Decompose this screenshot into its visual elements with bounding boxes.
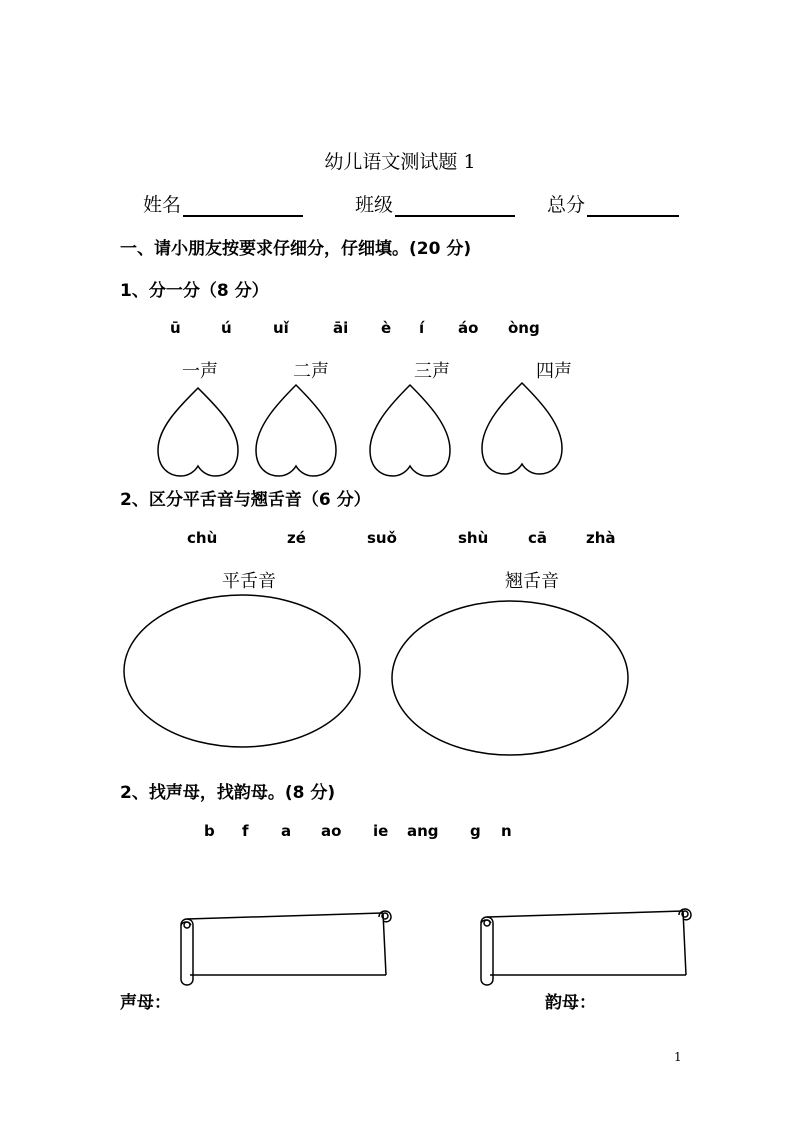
class-field [355,190,515,217]
class-blank[interactable] [395,197,515,217]
oval-shape-2 [388,598,632,758]
tone-label-4: 四声 [536,361,572,382]
heart-shape-2 [253,382,339,478]
heart-shape-4 [479,380,565,476]
page-number: 1 [674,1050,682,1064]
syllable: òng [508,319,540,337]
tone-label-1: 一声 [182,361,218,382]
syllable: suǒ [367,529,397,547]
syllable: zhà [586,529,616,547]
finals-label: 韵母： [545,993,596,1013]
letter: ao [321,822,342,840]
syllable: āi [333,319,349,337]
letter: ie [373,822,389,840]
initials-label: 声母： [120,993,171,1013]
syllable: áo [458,319,479,337]
tone-label-3: 三声 [414,361,450,382]
letter: ang [407,822,439,840]
heart-shape-1 [155,385,241,478]
retroflex-label: 翘舌音 [505,571,559,592]
letter: a [281,822,292,840]
oval-shape-1 [120,592,364,750]
syllable: uǐ [273,319,289,337]
letter: f [242,822,249,840]
tone-label-2: 二声 [293,361,329,382]
syllable: è [381,319,392,337]
score-label: 总分 [547,194,586,216]
name-blank[interactable] [183,197,303,217]
syllable: ū [170,319,181,337]
scroll-shape-2 [475,905,695,987]
page-title: 幼儿语文测试题 1 [324,151,476,173]
question-3-heading: 2、找声母，找韵母。(8 分) [120,783,336,803]
letter: g [470,822,481,840]
score-blank[interactable] [587,197,679,217]
scroll-shape-1 [175,907,395,989]
score-field [547,190,679,217]
syllable: í [419,319,425,337]
heart-shape-3 [367,382,453,478]
syllable: chù [187,529,218,547]
section-heading: 一、请小朋友按要求仔细分，仔细填。(20 分) [120,239,472,259]
syllable: shù [458,529,489,547]
syllable: ú [221,319,232,337]
flat-tongue-label: 平舌音 [222,571,276,592]
syllable: zé [287,529,306,547]
question-2-heading: 2、区分平舌音与翘舌音（6 分） [120,490,371,510]
letter: b [204,822,215,840]
syllable: cā [528,529,548,547]
question-1-heading: 1、分一分（8 分） [120,281,269,301]
name-field [143,190,303,217]
name-label: 姓名 [143,194,182,216]
class-label: 班级 [355,194,394,216]
letter: n [501,822,512,840]
